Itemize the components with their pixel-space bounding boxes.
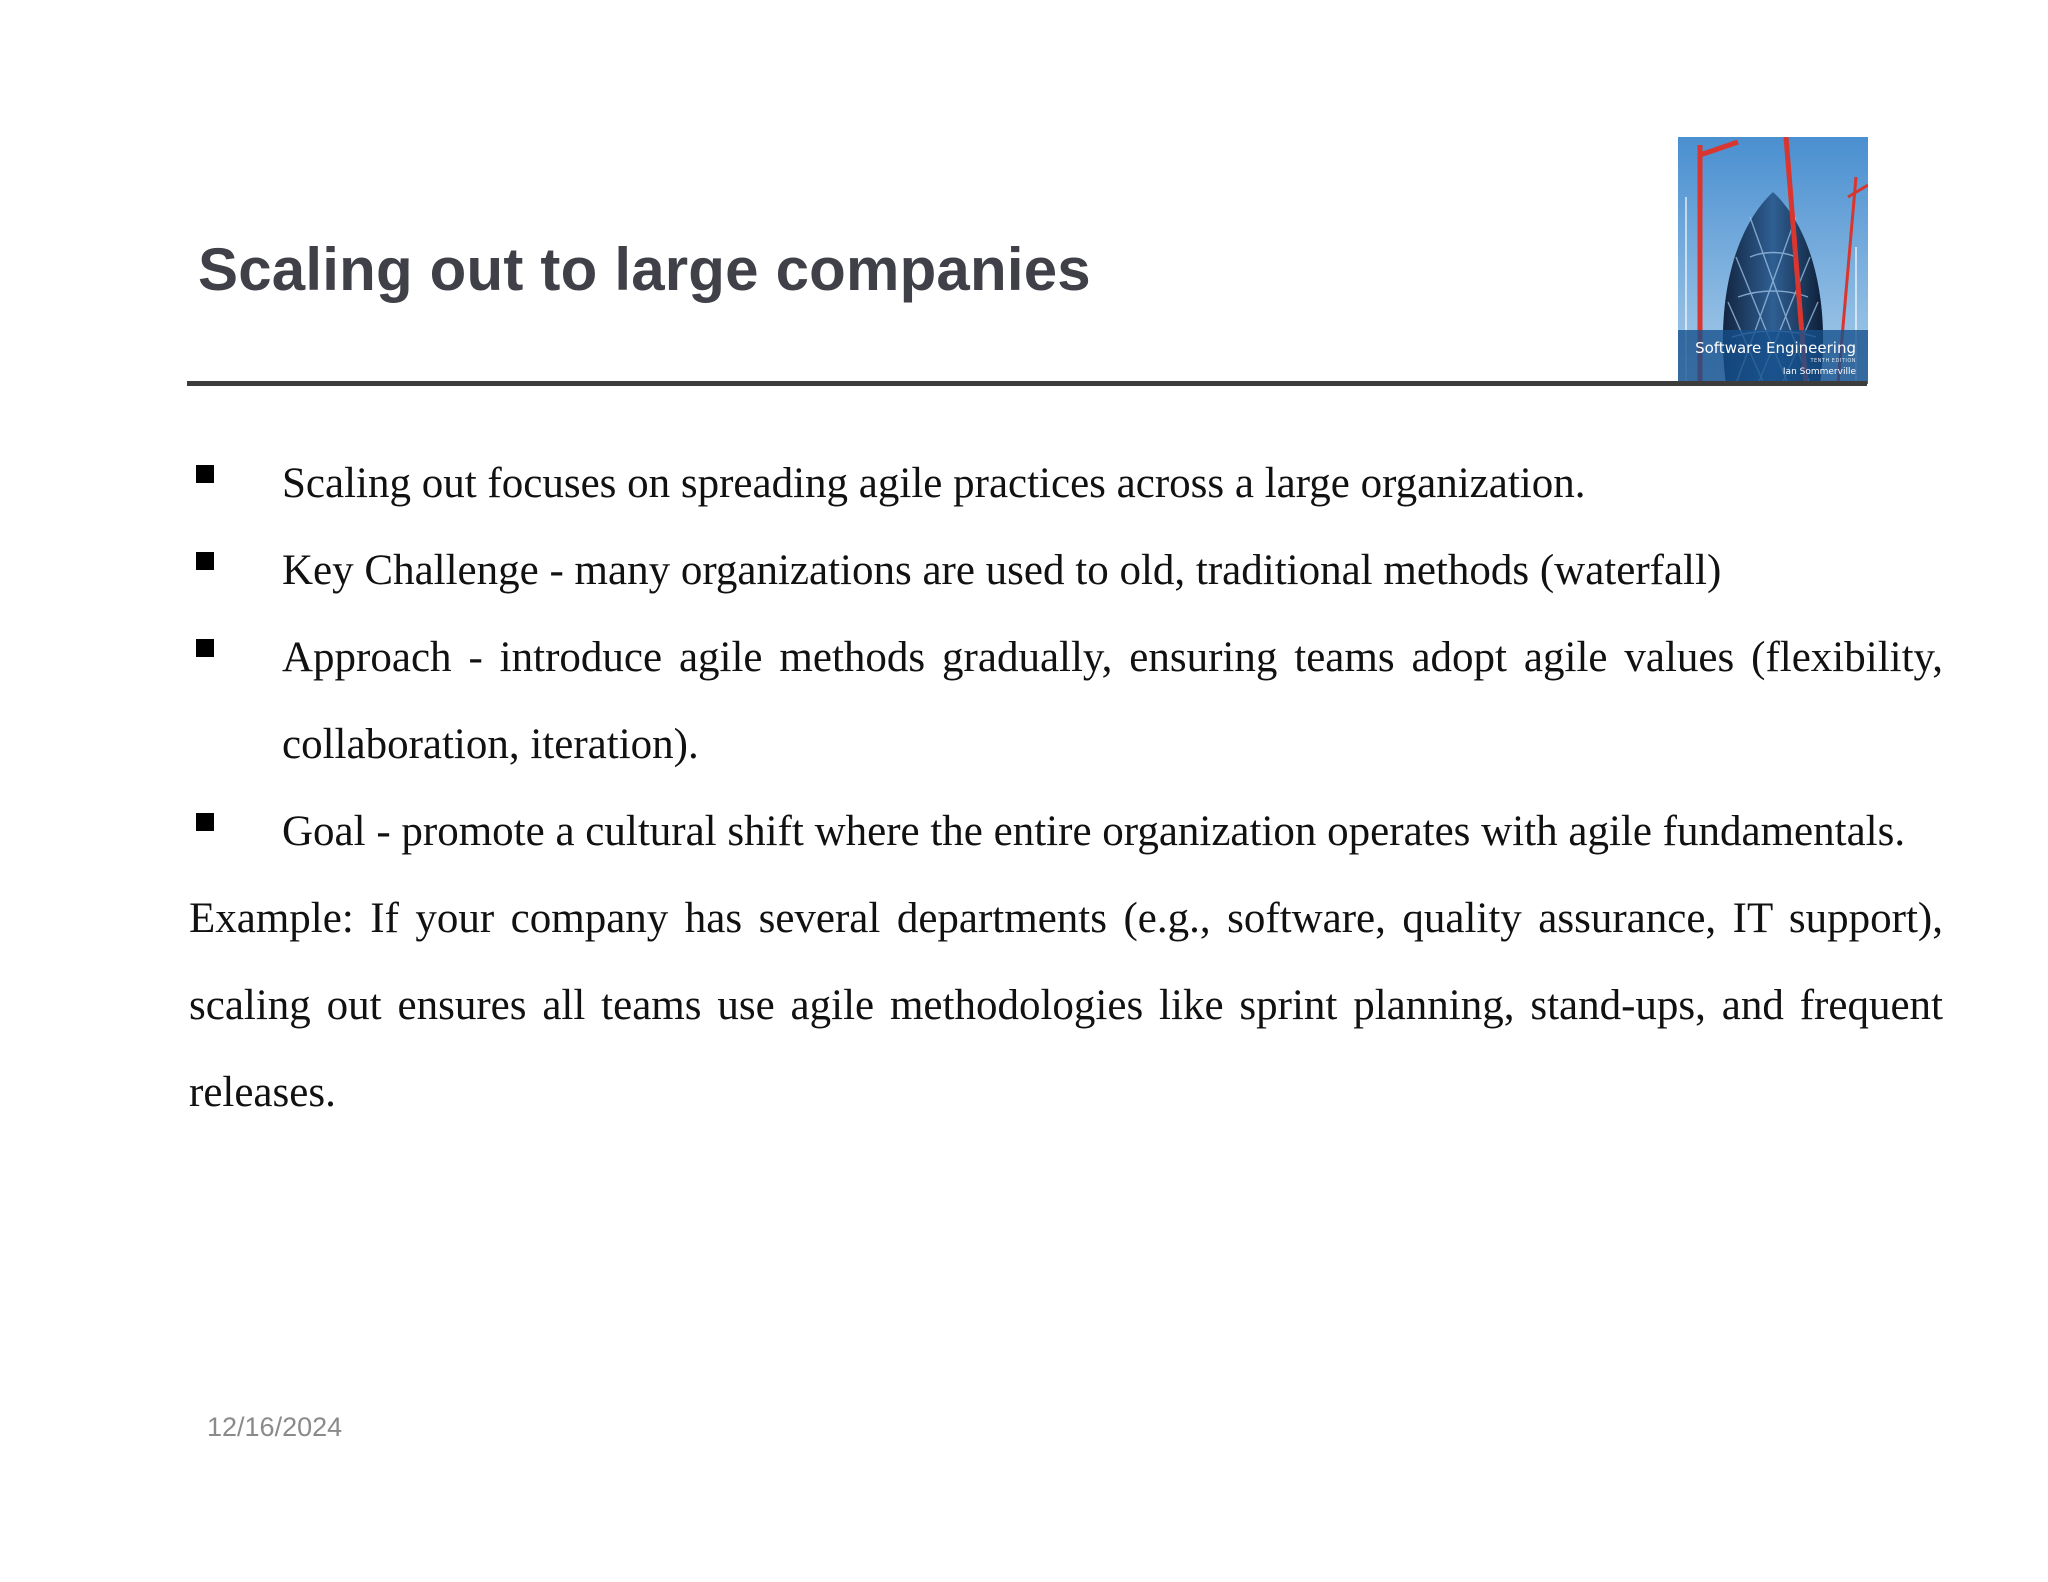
square-bullet-icon — [196, 813, 214, 831]
cover-author: Ian Sommerville — [1782, 367, 1856, 377]
bullet-text: Approach - introduce agile methods gradually, ensuring teams adopt agile values (flexibility, collaboration, iteration). — [282, 634, 1943, 768]
bullet-list — [189, 440, 1943, 875]
bullet-text: Goal - promote a cultural shift where the entire organization operates with agile fundamentals. — [282, 808, 1906, 855]
bullet-item — [189, 614, 1943, 788]
bullet-text: Scaling out focuses on spreading agile practices across a large organization. — [282, 460, 1586, 507]
square-bullet-icon — [196, 465, 214, 483]
bullet-text: Key Challenge - many organizations are used to old, traditional methods (waterfall) — [282, 547, 1722, 594]
bullet-item — [189, 788, 1943, 875]
slide-title: Scaling out to large companies — [198, 236, 1091, 303]
cover-edition: TENTH EDITION — [1810, 358, 1856, 364]
example-paragraph: Example: If your company has several departments (e.g., software, quality assurance, IT support), scaling out ensures all teams use agile methodologies like sprint planning, stand-ups, and frequent releases. — [189, 895, 1943, 1116]
book-cover-image — [1678, 137, 1868, 384]
cover-title: Software Engineering — [1695, 339, 1856, 357]
square-bullet-icon — [196, 552, 214, 570]
square-bullet-icon — [196, 639, 214, 657]
slide-content — [189, 440, 1943, 1136]
bullet-item — [189, 527, 1943, 614]
cover-caption — [1678, 330, 1868, 384]
bullet-item — [189, 440, 1943, 527]
slide-date: 12/16/2024 — [207, 1412, 343, 1442]
title-divider — [187, 381, 1867, 386]
